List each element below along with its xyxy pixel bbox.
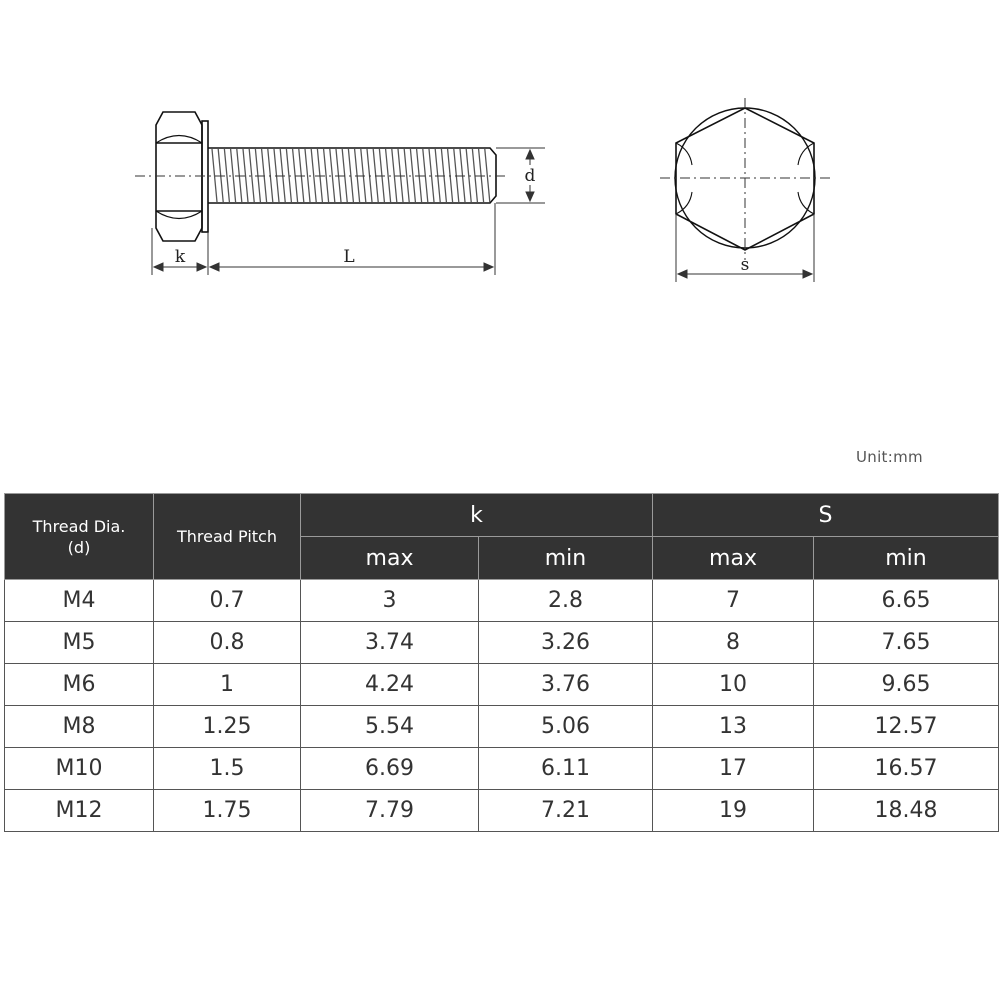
header-k-group: k <box>301 494 653 537</box>
label-k: k <box>174 247 186 267</box>
cell-s-min: 12.57 <box>814 706 999 748</box>
cell-s-max: 13 <box>653 706 814 748</box>
cell-k-max: 5.54 <box>301 706 479 748</box>
cell-s-max: 8 <box>653 622 814 664</box>
thread-line <box>231 149 236 202</box>
cell-k-min: 2.8 <box>479 580 653 622</box>
cell-k-min: 5.06 <box>479 706 653 748</box>
cell-s-max: 7 <box>653 580 814 622</box>
cell-thread-pitch: 1.5 <box>154 748 301 790</box>
cell-thread-dia: M5 <box>5 622 154 664</box>
cell-thread-dia: M10 <box>5 748 154 790</box>
bolt-side-view <box>135 112 505 241</box>
cell-s-min: 6.65 <box>814 580 999 622</box>
cell-thread-dia: M8 <box>5 706 154 748</box>
bolt-top-view <box>660 98 830 260</box>
table-row <box>5 748 999 790</box>
header-k-min: min <box>479 537 653 580</box>
unit-label: Unit:mm <box>856 448 923 466</box>
cell-k-max: 7.79 <box>301 790 479 832</box>
cell-s-max: 19 <box>653 790 814 832</box>
cell-thread-dia: M12 <box>5 790 154 832</box>
bolt-drawing <box>0 0 1000 320</box>
thread-line <box>410 149 415 202</box>
header-k-max: max <box>301 537 479 580</box>
cell-k-min: 6.11 <box>479 748 653 790</box>
cell-s-min: 9.65 <box>814 664 999 706</box>
cell-thread-dia: M6 <box>5 664 154 706</box>
cell-k-max: 3 <box>301 580 479 622</box>
header-s-min: min <box>814 537 999 580</box>
label-L: L <box>343 247 355 267</box>
cell-k-max: 6.69 <box>301 748 479 790</box>
header-s-group: S <box>653 494 999 537</box>
header-thread-dia <box>5 494 154 580</box>
label-d: d <box>524 166 536 186</box>
cell-s-min: 7.65 <box>814 622 999 664</box>
cell-thread-pitch: 1.25 <box>154 706 301 748</box>
cell-k-min: 3.26 <box>479 622 653 664</box>
spec-table <box>4 493 999 832</box>
table-row <box>5 790 999 832</box>
header-thread-pitch: Thread Pitch <box>154 494 301 580</box>
cell-s-min: 16.57 <box>814 748 999 790</box>
table-row <box>5 580 999 622</box>
cell-thread-pitch: 0.8 <box>154 622 301 664</box>
cell-k-min: 3.76 <box>479 664 653 706</box>
header-s-max: max <box>653 537 814 580</box>
header-thread-dia-sub: (d) <box>67 537 91 557</box>
dimension-k-L <box>152 203 495 275</box>
cell-k-min: 7.21 <box>479 790 653 832</box>
header-thread-dia-label: Thread Dia. <box>32 516 126 536</box>
table-row <box>5 664 999 706</box>
cell-s-max: 10 <box>653 664 814 706</box>
cell-thread-pitch: 0.7 <box>154 580 301 622</box>
cell-s-min: 18.48 <box>814 790 999 832</box>
cell-thread-dia: M4 <box>5 580 154 622</box>
cell-k-max: 3.74 <box>301 622 479 664</box>
cell-thread-pitch: 1.75 <box>154 790 301 832</box>
table-row <box>5 622 999 664</box>
cell-s-max: 17 <box>653 748 814 790</box>
thread-line <box>224 149 229 202</box>
label-s: s <box>740 255 750 275</box>
table-row <box>5 706 999 748</box>
cell-thread-pitch: 1 <box>154 664 301 706</box>
cell-k-max: 4.24 <box>301 664 479 706</box>
